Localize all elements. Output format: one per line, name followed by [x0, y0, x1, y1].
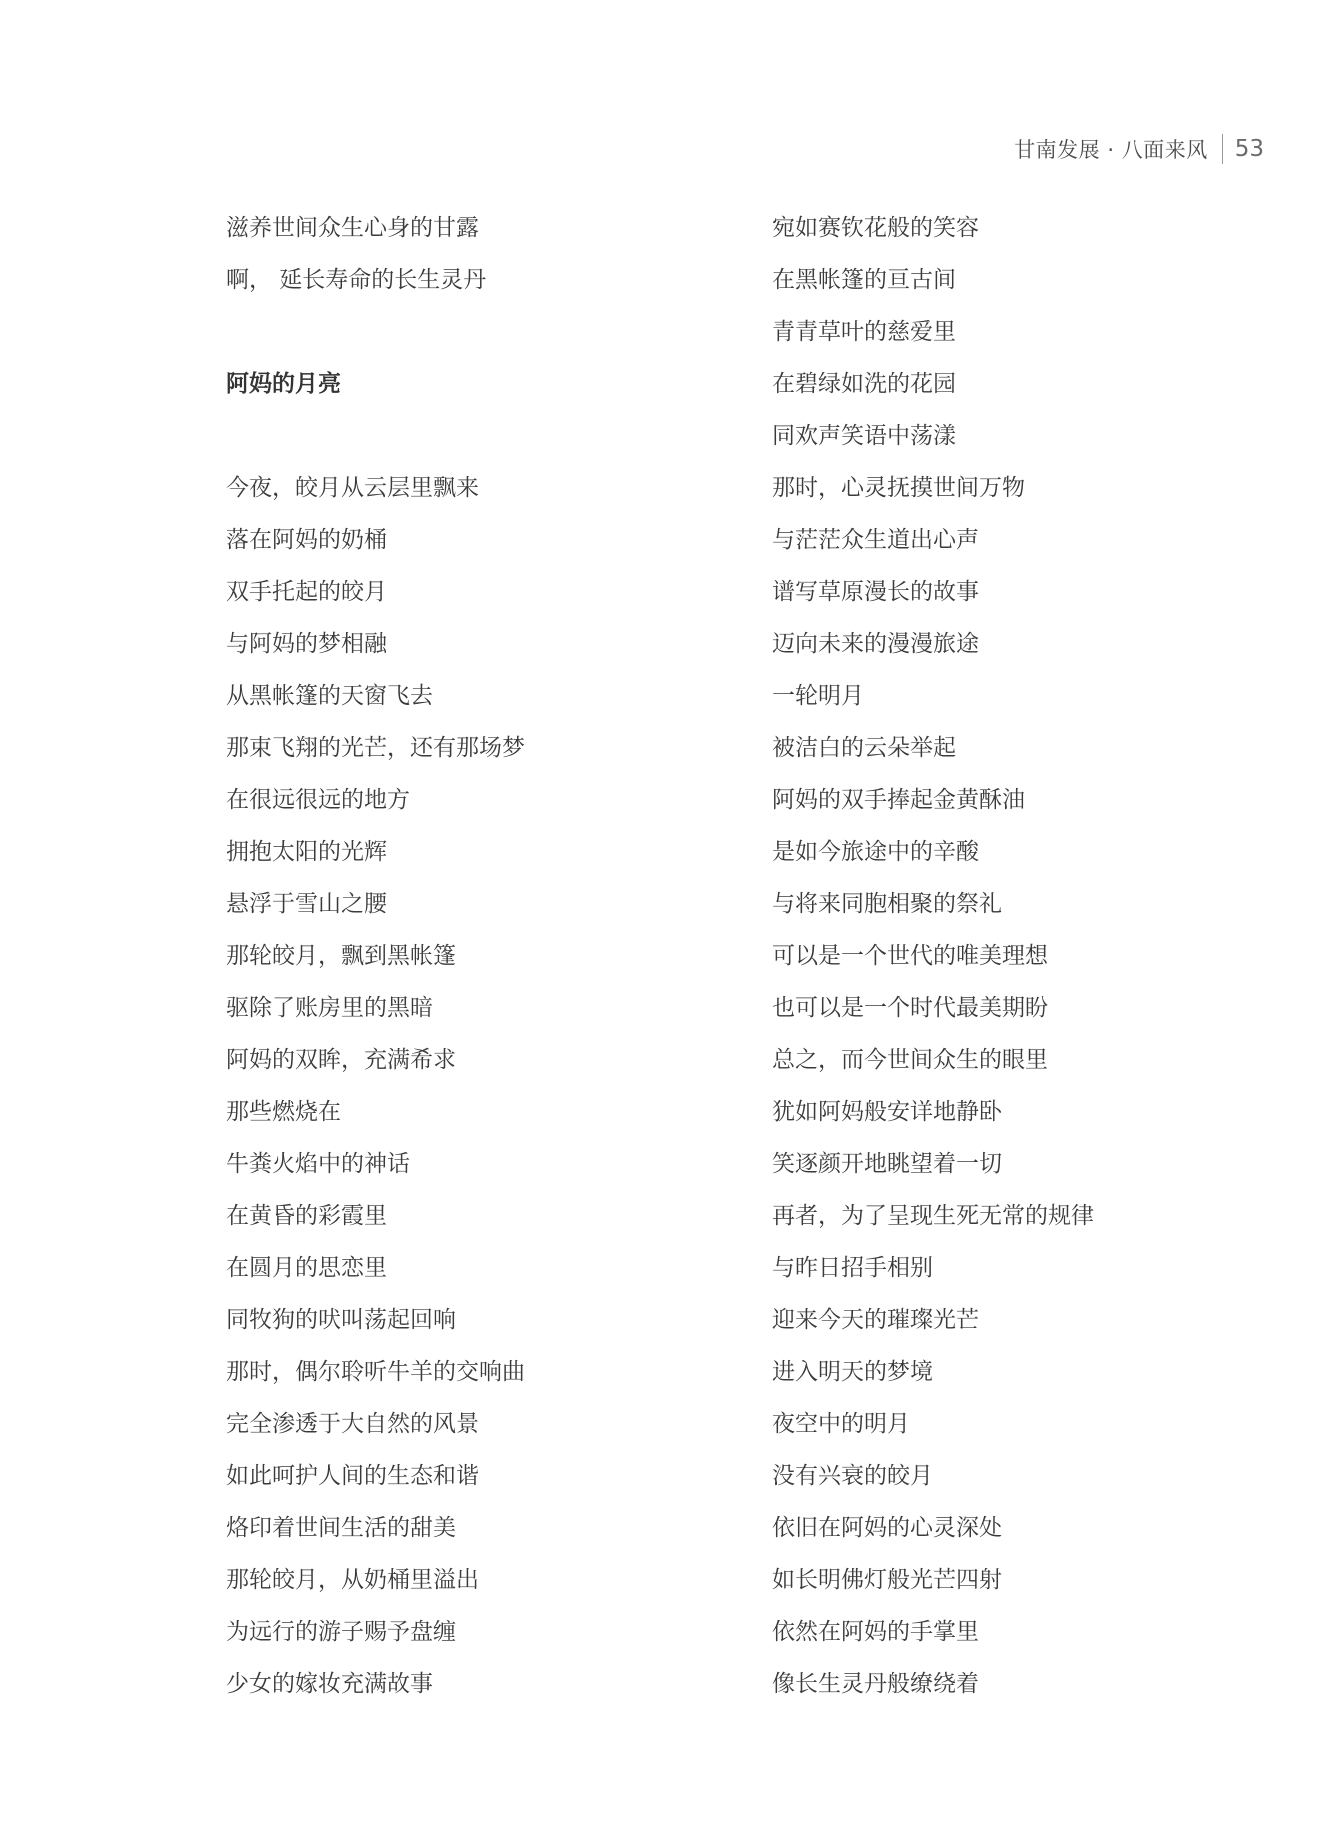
poem-line: 为远行的游子赐予盘缠: [226, 1619, 456, 1645]
poem-line: 也可以是一个时代最美期盼: [772, 995, 1048, 1021]
header-divider: [1222, 134, 1223, 164]
right-column: [772, 202, 1232, 1710]
poem-line: 总之，而今世间众生的眼里: [772, 1047, 1048, 1073]
intro-line: 滋养世间众生心身的甘露: [226, 215, 479, 241]
left-column: [226, 202, 686, 1710]
poem-line: 在黑帐篷的亘古间: [772, 267, 956, 293]
poem-line: 如此呵护人间的生态和谐: [226, 1463, 479, 1489]
poem-line: 与茫茫众生道出心声: [772, 527, 979, 553]
poem-line: 谱写草原漫长的故事: [772, 579, 979, 605]
poem-line: 在很远很远的地方: [226, 787, 410, 813]
poem-line: 牛粪火焰中的神话: [226, 1151, 410, 1177]
poem-line: 在黄昏的彩霞里: [226, 1203, 387, 1229]
poem-line: 今夜，皎月从云层里飘来: [226, 475, 479, 501]
poem-line: 拥抱太阳的光辉: [226, 839, 387, 865]
poem-line: 落在阿妈的奶桶: [226, 527, 387, 553]
poem-line: 完全渗透于大自然的风景: [226, 1411, 479, 1437]
page-header: [1014, 132, 1264, 166]
poem-title: 阿妈的月亮: [226, 371, 341, 397]
poem-line: 在碧绿如洗的花园: [772, 371, 956, 397]
section-title: 甘南发展 · 八面来风: [1014, 138, 1208, 162]
poem-line: 依然在阿妈的手掌里: [772, 1619, 979, 1645]
poem-line: 同牧狗的吠叫荡起回响: [226, 1307, 456, 1333]
poem-line: 阿妈的双眸，充满希求: [226, 1047, 456, 1073]
poem-line: 是如今旅途中的辛酸: [772, 839, 979, 865]
poem-line: 被洁白的云朵举起: [772, 735, 956, 761]
poem-line: 迎来今天的璀璨光芒: [772, 1307, 979, 1333]
poem-line: 少女的嫁妆充满故事: [226, 1671, 433, 1697]
poem-line: 与将来同胞相聚的祭礼: [772, 891, 1002, 917]
poem-line: 悬浮于雪山之腰: [226, 891, 387, 917]
poem-line: 与昨日招手相别: [772, 1255, 933, 1281]
intro-line: 啊， 延长寿命的长生灵丹: [226, 267, 487, 293]
poem-line: 可以是一个世代的唯美理想: [772, 943, 1048, 969]
poem-line: 青青草叶的慈爱里: [772, 319, 956, 345]
page-number: 53: [1234, 136, 1264, 162]
stanza-gap: [226, 410, 686, 462]
poem-line: 双手托起的皎月: [226, 579, 387, 605]
poem-line: 像长生灵丹般缭绕着: [772, 1671, 979, 1697]
poem-line: 那时，偶尔聆听牛羊的交响曲: [226, 1359, 525, 1385]
poem-line: 如长明佛灯般光芒四射: [772, 1567, 1002, 1593]
poem-line: 那束飞翔的光芒，还有那场梦: [226, 735, 525, 761]
stanza-gap: [226, 306, 686, 358]
poem-line: 进入明天的梦境: [772, 1359, 933, 1385]
poem-line: 犹如阿妈般安详地静卧: [772, 1099, 1002, 1125]
poem-line: 阿妈的双手捧起金黄酥油: [772, 787, 1025, 813]
poem-line: 再者，为了呈现生死无常的规律: [772, 1203, 1094, 1229]
poem-line: 笑逐颜开地眺望着一切: [772, 1151, 1002, 1177]
poem-line: 宛如赛钦花般的笑容: [772, 215, 979, 241]
poem-line: 夜空中的明月: [772, 1411, 910, 1437]
poem-line: 一轮明月: [772, 683, 864, 709]
poem-line: 那轮皎月，飘到黑帐篷: [226, 943, 456, 969]
poem-line: 那轮皎月，从奶桶里溢出: [226, 1567, 479, 1593]
poem-line: 那些燃烧在: [226, 1099, 341, 1125]
poem-line: 依旧在阿妈的心灵深处: [772, 1515, 1002, 1541]
poem-line: 在圆月的思恋里: [226, 1255, 387, 1281]
poem-line: 迈向未来的漫漫旅途: [772, 631, 979, 657]
poem-line: 同欢声笑语中荡漾: [772, 423, 956, 449]
poem-line: 驱除了账房里的黑暗: [226, 995, 433, 1021]
poem-line: 那时，心灵抚摸世间万物: [772, 475, 1025, 501]
poem-line: 没有兴衰的皎月: [772, 1463, 933, 1489]
poem-line: 烙印着世间生活的甜美: [226, 1515, 456, 1541]
poem-line: 从黑帐篷的天窗飞去: [226, 683, 433, 709]
poem-line: 与阿妈的梦相融: [226, 631, 387, 657]
